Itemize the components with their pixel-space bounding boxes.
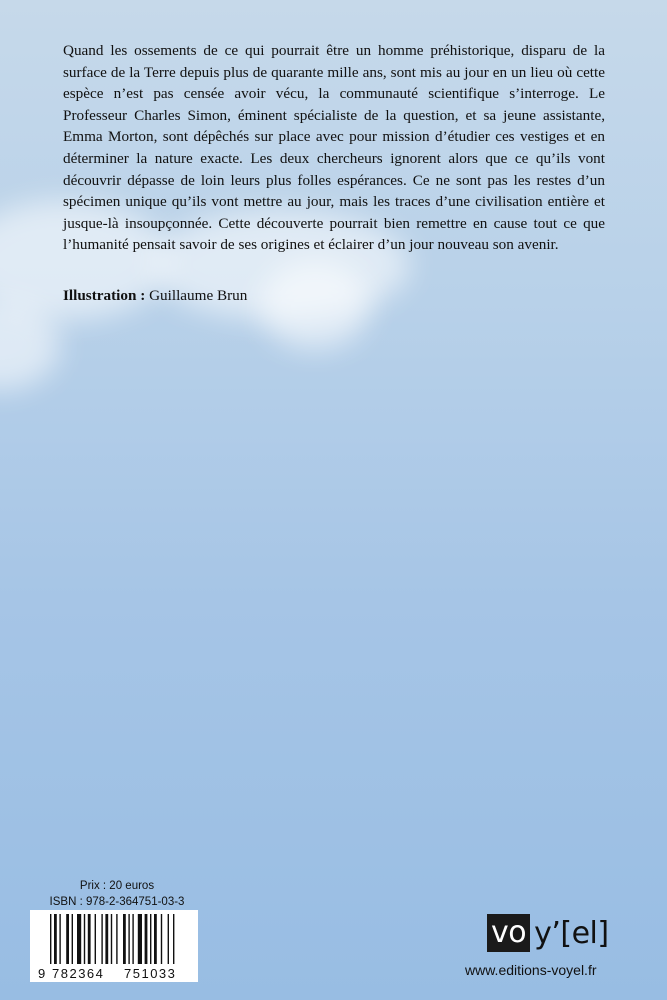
cloud-shape — [260, 260, 370, 350]
barcode-bar — [84, 914, 85, 964]
barcode-bar — [50, 914, 51, 964]
barcode-left-digits: 782364 — [52, 966, 105, 981]
barcode-graphic — [30, 910, 198, 982]
barcode-bar — [123, 914, 126, 964]
barcode-bar — [54, 914, 57, 964]
barcode-lead-digit: 9 — [38, 966, 46, 981]
barcode-bar — [66, 914, 69, 964]
barcode-bar — [161, 914, 162, 964]
barcode-right-digits: 751033 — [124, 966, 177, 981]
isbn-barcode — [30, 910, 198, 982]
illustrator-name: Guillaume Brun — [149, 287, 248, 304]
price-text: Prix : 20 euros — [79, 880, 155, 892]
barcode-bar — [128, 914, 129, 964]
price-isbn-block — [32, 878, 202, 910]
barcode-bar — [138, 914, 142, 964]
barcode-bar — [132, 914, 133, 964]
barcode-bar — [168, 914, 169, 964]
publisher-website: www.editions-voyel.fr — [465, 962, 597, 978]
barcode-bar — [88, 914, 91, 964]
barcode-bar — [101, 914, 102, 964]
credit-label: Illustration : — [63, 287, 146, 304]
barcode-bar — [77, 914, 81, 964]
barcode-bar — [105, 914, 108, 964]
publisher-logo — [487, 914, 609, 952]
barcode-bar — [154, 914, 157, 964]
logo-box-text: vo — [487, 914, 530, 952]
barcode-bar — [116, 914, 117, 964]
illustration-credit — [63, 287, 247, 305]
barcode-bar — [145, 914, 148, 964]
barcode-bar — [95, 914, 96, 964]
barcode-bar — [173, 914, 174, 964]
back-cover-blurb: Quand les ossements de ce qui pourrait être un homme préhistorique, disparu de la surface de la Terre depuis plus de quarante mille ans, sont mis au jour en un lieu où cette espèce n’est pas censée avoir vécu, la communauté scientifique s’interroge. Le Professeur Charles Simon, éminent spécialiste de la question, et sa jeune assistante, Emma Morton, sont dépêchés sur place avec pour mission d’étudier ces vestiges et en déterminer la nature exacte. Les deux chercheurs ignorent alors que ce qu’ils vont découvrir dépasse de loin leurs plus folles espérances. Ce ne sont pas les restes d’un spécimen unique qu’ils vont mettre au jour, mais les traces d’une civilisation entière et jusque-là insoupçonnée. Cette découverte pourrait bien remettre en cause tout ce que l’humanité pensait savoir de ses origines et éclairer d’un jour nouveau son avenir. — [63, 42, 605, 254]
barcode-bar — [150, 914, 151, 964]
logo-rest-text: y’[el] — [534, 915, 609, 951]
isbn-text: ISBN : 978-2-364751-03-3 — [49, 896, 185, 908]
barcode-bar — [72, 914, 73, 964]
barcode-bar — [111, 914, 112, 964]
barcode-bar — [59, 914, 60, 964]
